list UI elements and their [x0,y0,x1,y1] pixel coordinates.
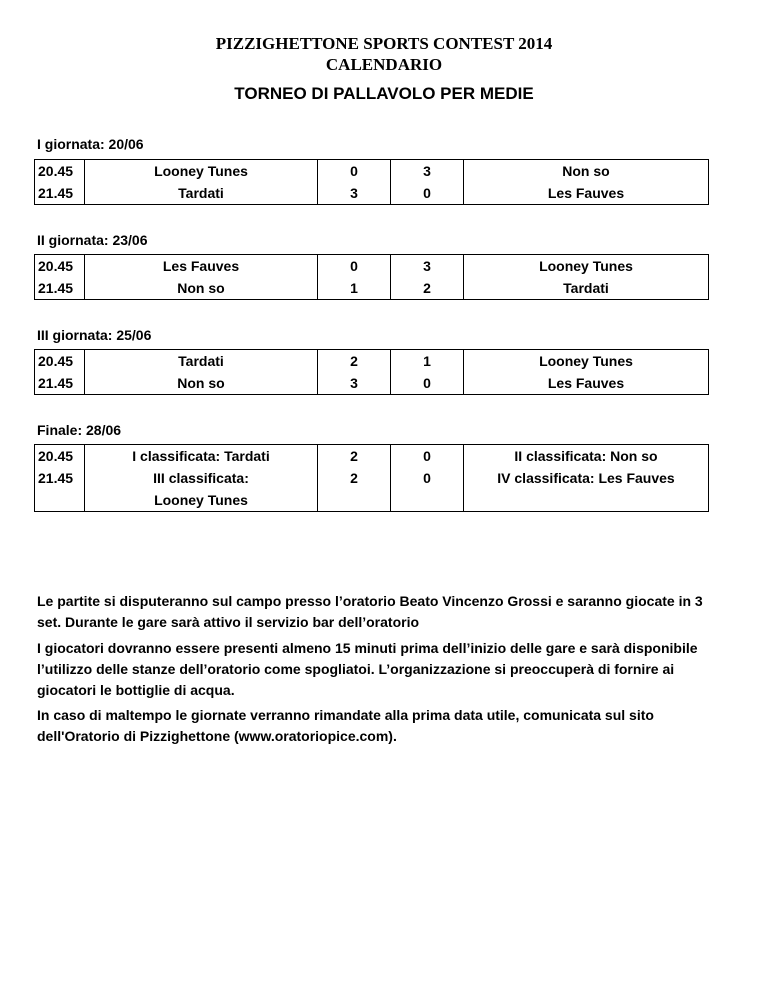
round-heading: II giornata: 23/06 [37,232,148,248]
table-row [35,255,709,278]
away-team: IV classificata: Les Fauves [464,467,709,489]
document-subtitle: CALENDARIO [325,55,443,74]
home-team: Tardati [85,350,318,373]
home-team: I classificata: Tardati [85,445,318,468]
home-score: 0 [318,160,391,183]
home-score: 0 [318,255,391,278]
away-score: 2 [391,277,464,300]
home-score [318,489,391,512]
away-team: Tardati [464,277,709,300]
home-team-continued: Looney Tunes [85,489,318,512]
away-team: Looney Tunes [464,350,709,373]
away-team: Non so [464,160,709,183]
home-team: Non so [85,277,318,300]
match-time: 21.45 [35,182,85,205]
schedule-table [34,349,709,395]
away-team: Les Fauves [464,372,709,395]
match-time: 20.45 [35,255,85,278]
away-team: II classificata: Non so [464,445,709,468]
home-team: Looney Tunes [85,160,318,183]
match-time: 20.45 [35,445,85,468]
round-heading: I giornata: 20/06 [37,136,144,152]
document-title: PIZZIGHETTONE SPORTS CONTEST 2014 [215,34,553,53]
match-time: 21.45 [35,467,85,489]
match-time [35,489,85,512]
match-time: 20.45 [35,350,85,373]
home-score: 3 [318,182,391,205]
tournament-title: TORNEO DI PALLAVOLO PER MEDIE [234,84,534,103]
table-row [35,277,709,300]
away-team: Looney Tunes [464,255,709,278]
away-team: Les Fauves [464,182,709,205]
home-score: 2 [318,467,391,489]
home-score: 1 [318,277,391,300]
table-row [35,350,709,373]
schedule-table [34,159,709,205]
table-row [35,489,709,512]
away-score: 0 [391,467,464,489]
away-score: 0 [391,445,464,468]
match-time: 21.45 [35,277,85,300]
home-score: 3 [318,372,391,395]
table-row [35,160,709,183]
match-time: 20.45 [35,160,85,183]
round-heading: III giornata: 25/06 [37,327,152,343]
away-score: 3 [391,255,464,278]
home-team: Tardati [85,182,318,205]
home-score: 2 [318,445,391,468]
home-score: 2 [318,350,391,373]
note-paragraph: I giocatori dovranno essere presenti almeno 15 minuti prima dell’inizio delle gare e sarà disponibile l’utilizzo delle stanze dell’oratorio come spogliatoi. L’organizzazione si preoccuperà di fornire ai giocatori le bottiglie di acqua. [37,640,698,698]
away-score: 0 [391,372,464,395]
schedule-table [34,254,709,300]
home-team: III classificata: [85,467,318,489]
schedule-table [34,444,709,512]
away-score: 1 [391,350,464,373]
home-team: Non so [85,372,318,395]
note-paragraph: In caso di maltempo le giornate verranno rimandate alla prima data utile, comunicata sul sito dell'Oratorio di Pizzighettone (www.oratoriopice.com). [37,707,654,744]
table-row [35,467,709,489]
away-score: 3 [391,160,464,183]
table-row [35,372,709,395]
table-row [35,445,709,468]
round-heading: Finale: 28/06 [37,422,122,438]
away-team [464,489,709,512]
away-score: 0 [391,182,464,205]
note-paragraph: Le partite si disputeranno sul campo presso l’oratorio Beato Vincenzo Grossi e saranno giocate in 3 set. Durante le gare sarà attivo il servizio bar dell’oratorio [37,593,703,630]
match-time: 21.45 [35,372,85,395]
home-team: Les Fauves [85,255,318,278]
table-row [35,182,709,205]
away-score [391,489,464,512]
